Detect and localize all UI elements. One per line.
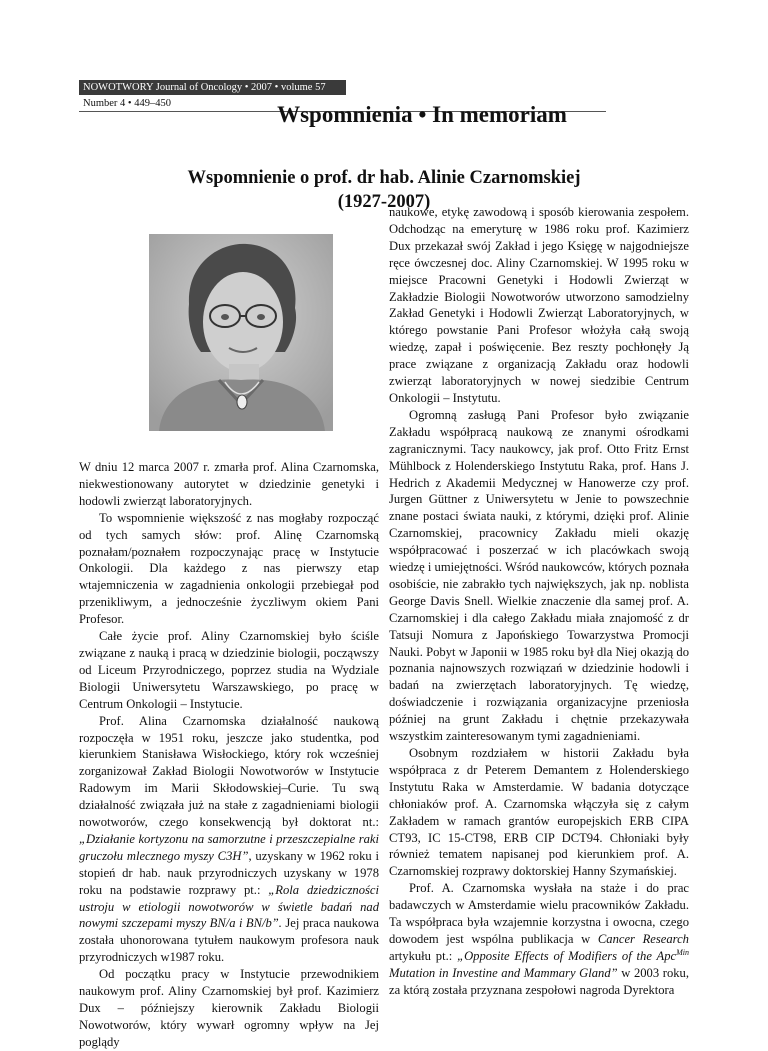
article-title-line1: Wspomnienie o prof. dr hab. Alinie Czarnomskiej xyxy=(187,168,581,188)
paragraph: Całe życie prof. Aliny Czarnomskiej było ściśle związane z nauką i pracą w dziedzinie biologii, począwszy od Liceum Przyrodniczego, poprzez studia na Wydziale Biologii Uniwersytetu Warszawskiego, po pracę w Centrum Onkologii – Instytucie. xyxy=(79,629,379,711)
right-column xyxy=(389,204,689,999)
text-run: , uzyskany w 1962 roku i stopień dr hab. nauk przyrodniczych uzyskany w 1978 roku na podstawie rozprawy pt.: xyxy=(79,848,379,897)
text-run: artykułu pt.: xyxy=(389,948,458,963)
journal-name: NOWOTWORY Journal of Oncology • 2007 • volume 57 xyxy=(79,80,346,95)
text-run: Jej praca naukowa została uhonorowana tytułem naukowym profesora nauk przyrodniczych w1987 roku. xyxy=(79,916,379,965)
habilitation-title: „Rola dziedziczności ustroju w etiologii nowotworów w świetle badań nad nowymi szczepami myszy BN/a i BN/b”. xyxy=(79,882,379,931)
paragraph: To wspomnienie większość z nas mogłaby rozpocząć od tych samych słów: prof. Alinę Czarnomską poznałam/poznałem rozpoczynając pracę w Instytucie Onkologii. Dla każdego z nas pierwszy etap wtajemniczenia w zagadnienia onkologii przebiegał pod przenikliwym, a jednocześnie życzliwym okiem Pani Profesor. xyxy=(79,510,379,627)
text-run: w 2003 roku, za którą została przyznana zespołowi nagroda Dyrektora xyxy=(389,965,689,997)
portrait-photo-image xyxy=(149,234,333,431)
paragraph: Ogromną zasługą Pani Profesor było związanie Zakładu współpracą naukową ze znanymi ośrodkami zagranicznymi. Tacy naukowcy, jak prof. Otto Fritz Ernst Mühlbock z Holenderskiego Instytutu Raka, prof. Hans J. Hedrich z Akademii Medycznej w Hanowerze czy prof. Jurgen Güttner z Uniwersytetu w Jenie to powszechnie znane postaci świata nauki, z którymi, dzięki prof. Alinie Czarnomskiej, pracownicy Zakładu mieli okazję współpracować i poszerzać w ich placówkach swoją wiedzę i umiejętności. Wśród naukowców, których poznała osobiście, nie zabrakło tych największych, jak np. noblista George Davis Snell. Wielkie znaczenie dla samej prof. A. Czarnomskiej i dla całego Zakładu miała znajomość z dr Tatsuji Nomura z Japońskiego Towarzystwa Promocji Nauki. Pobyt w Japonii w 1985 roku był dla Niej okazją do poznania najnowszych rozwiązań w dziedzinie hodowli i badań na zwierzętach laboratoryjnych. Tę wiedzę, doświadczenie i rozwiązania organizacyjne przeniosła później na grunt Zakładu i chętnie przekazywała wszystkim zainteresowanym tymi zagadnieniami. xyxy=(389,407,689,744)
paragraph: Od początku pracy w Instytucie przewodnikiem naukowym prof. Aliny Czarnomskiej był prof. Kazimierz Dux – późniejszy kierownik Zakładu Biologii Nowotworów, który wywarł ogromny wpływ na Jej poglądy xyxy=(79,967,379,1049)
paragraph: W dniu 12 marca 2007 r. zmarła prof. Alina Czarnomska, niekwestionowany autorytet w dziedzinie genetyki i hodowli zwierząt laboratoryjnych. xyxy=(79,460,379,508)
portrait-photo xyxy=(149,234,333,431)
thesis-title: „Działanie kortyzonu na samorzutne i przeszczepialne raki gruczołu mlecznego myszy C3H” xyxy=(79,831,379,863)
paragraph: naukowe, etykę zawodową i sposób kierowania zespołem. Odchodząc na emeryturę w 1986 roku prof. Kazimierz Dux przekazał swój Zakład i jego Księgę w najgodniejsze ręce ówczesnej doc. Aliny Czarnomskiej. W 1995 roku w miejsce Pracowni Genetyki i Hodowli Zwierząt w Zakładzie Biologii Nowotworów utworzono samodzielny Zakład Genetyki i Hodowli Zwierząt Laboratoryjnych, w którego powstanie Pani Profesor włożyła całą swoją wiedzę, zapał i poświęcenie. Bez reszty pochłonęły Ją prace związane z organizacją Zakładu oraz hodowli zwierząt laboratoryjnych w nowej siedzibie Centrum Onkologii – Instytutu. xyxy=(389,205,689,405)
section-title: Wspomnienia • In memoriam xyxy=(277,102,567,127)
issue-number: Number 4 • 449–450 xyxy=(79,95,606,112)
left-column xyxy=(79,459,379,1051)
article-title-line2: (1927-2007) xyxy=(337,192,431,212)
publication-title-part: „Opposite Effects of Modifiers of the Apc xyxy=(457,948,677,963)
journal-name-cite: Cancer Research xyxy=(597,931,689,946)
text-run: Prof. Alina Czarnomska działalność naukową rozpoczęła w 1951 roku, jeszcze jako studentka, pod kierunkiem Stanisława Wisłockiego, który rok wcześniej zorganizował Zakład Biologii Nowotworów w Instytucie Radowym im Marii Skłodowskiej–Curie. Tu swą działalność związała już na stałe z zagadnieniami biologii nowotworów, czego konsekwencją był doktorat nt.: xyxy=(79,713,379,830)
paragraph xyxy=(79,713,379,967)
text-run: Prof. A. Czarnomska wysłała na staże i do prac badawczych w Amsterdamie wielu pracowników Zakładu. Ta współpraca była wzajemnie korzystna i owocna, czego dowodem jest wspólna publikacja w xyxy=(389,881,689,946)
paragraph: Osobnym rozdziałem w historii Zakładu była współpraca z dr Peterem Demantem z Holenderskiego Instytutu Raka w Amsterdamie. W badania dotyczące chłoniaków prof. A. Czarnomska włączyła się z całym Zakładem w ramach grantów europejskich ERB CIPA CT93, IC 15-CT98, ERB CIP DCT94. Chłoniaki były również tematem napisanej pod kierunkiem prof. A. Czarnomskiej rozprawy doktorskiej Hanny Szymańskiej. xyxy=(389,746,689,879)
superscript: Min xyxy=(676,947,689,957)
publication-title-part: Mutation in Investine and Mammary Gland” xyxy=(389,965,618,980)
paragraph xyxy=(389,880,689,998)
